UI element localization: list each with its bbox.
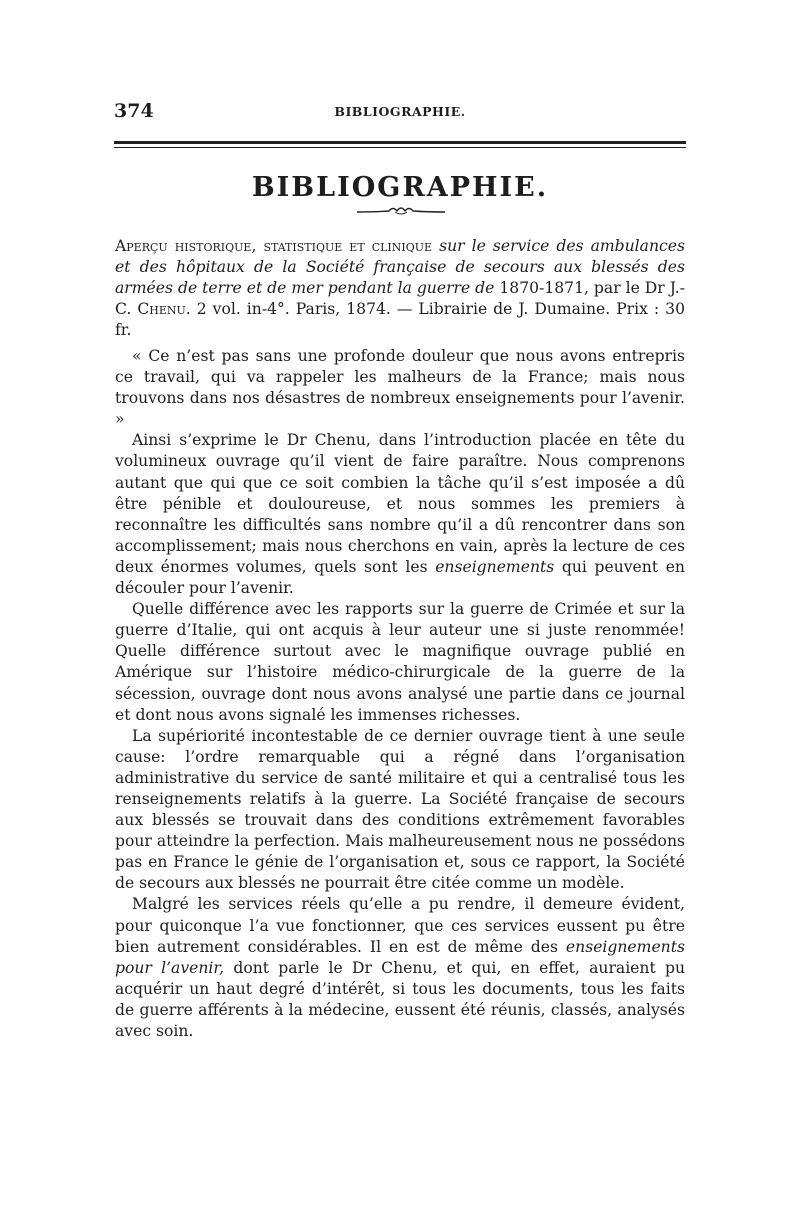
paragraph-5-text-end: dont parle le Dr Chenu, et qui, en effet, auraient pu acquérir un haut degré d’intérêt, si tous les documents, tous les faits de guerre afférents à la médecine, eussent été réunis, classés, analysés avec soin. bbox=[115, 958, 685, 1040]
entry-details: 2 vol. in-4°. Paris, 1874. — Librairie de J. Dumaine. bbox=[196, 300, 611, 319]
section-title: BIBLIOGRAPHIE. bbox=[251, 172, 549, 203]
paragraph-3: Quelle différence avec les rapports sur la guerre de Crimée et sur la guerre d’Italie, qui ont acquis à leur auteur une si juste renommée! Quelle différence surtout avec le magnifique ouvrage publié en Amérique sur l’histoire médico-chirurgicale de la guerre de la sécession, ouvrage dont nous avons analysé une partie dans ce journal et dont nous avons signalé les immenses richesses. bbox=[115, 600, 685, 724]
paragraph-2-emphasis: enseignements bbox=[435, 557, 555, 576]
paragraph-2-text-end: qui peuvent en découler pour l’avenir. bbox=[115, 557, 685, 598]
ornament-flourish-icon bbox=[355, 203, 447, 217]
paragraph-5 bbox=[115, 894, 685, 1042]
paragraph-5-emphasis: enseignements pour l’avenir, bbox=[115, 937, 685, 977]
review-body bbox=[115, 346, 685, 1042]
entry-title-smallcaps: Aperçu historique, statistique et clinique bbox=[115, 237, 433, 255]
page-number: 374 bbox=[114, 100, 154, 122]
paragraph-quote: « Ce n’est pas sans une profonde douleur que nous avons entrepris ce travail, qui va rappeler les malheurs de la France; mais nous trouvons dans nos désastres de nombreux enseignements pour l’avenir. » bbox=[115, 347, 685, 429]
header-rule-thick bbox=[114, 141, 686, 144]
entry-title-italic: sur le service des ambulances et des hôpitaux de la Société française de secours aux blessés des armées de terre et de mer pendant la guerre de bbox=[115, 237, 685, 298]
entry-price: Prix : 30 fr. bbox=[115, 300, 685, 340]
paragraph-4: La supériorité incontestable de ce dernier ouvrage tient à une seule cause: l’ordre remarquable qui a régné dans l’organisation administrative du service de santé militaire et qui a centralisé tous les renseignements relatifs à la guerre. La Société française de secours aux blessés se trouvait dans des conditions extrêmement favorables pour atteindre la perfection. Mais malheureusement nous ne possédons pas en France le génie de l’organisation et, sous ce rapport, la Société de secours aux blessés ne pourrait être citée comme un modèle. bbox=[115, 726, 685, 893]
bibliographic-entry bbox=[115, 236, 685, 341]
running-head bbox=[114, 100, 686, 124]
running-title: BIBLIOGRAPHIE. bbox=[334, 104, 466, 119]
paragraph-5-text: Malgré les services réels qu’elle a pu rendre, il demeure évident, pour quiconque l’a vue fonctionner, que ces services eussent pu être bien autrement considérables. Il en est de même des bbox=[115, 895, 685, 956]
paragraph-2-text: Ainsi s’exprime le Dr Chenu, dans l’introduction placée en tête du volumineux ouvrage qu’il vient de faire paraître. Nous comprenons autant que qui que ce soit combien la tâche qu’il s’est imposée a dû être pénible et douloureuse, et nous sommes les premiers à reconnaître les difficultés sans nombre qu’il a dû rencontrer dans son accomplissement; mais nous cherchons en vain, après la lecture de ces deux énormes volumes, quels sont les bbox=[115, 431, 685, 576]
entry-author: Chenu. bbox=[137, 300, 191, 319]
paragraph-2 bbox=[115, 430, 685, 599]
entry-dates: 1870-1871, par le Dr J.-C. bbox=[115, 279, 685, 319]
header-rule-thin bbox=[114, 147, 686, 148]
